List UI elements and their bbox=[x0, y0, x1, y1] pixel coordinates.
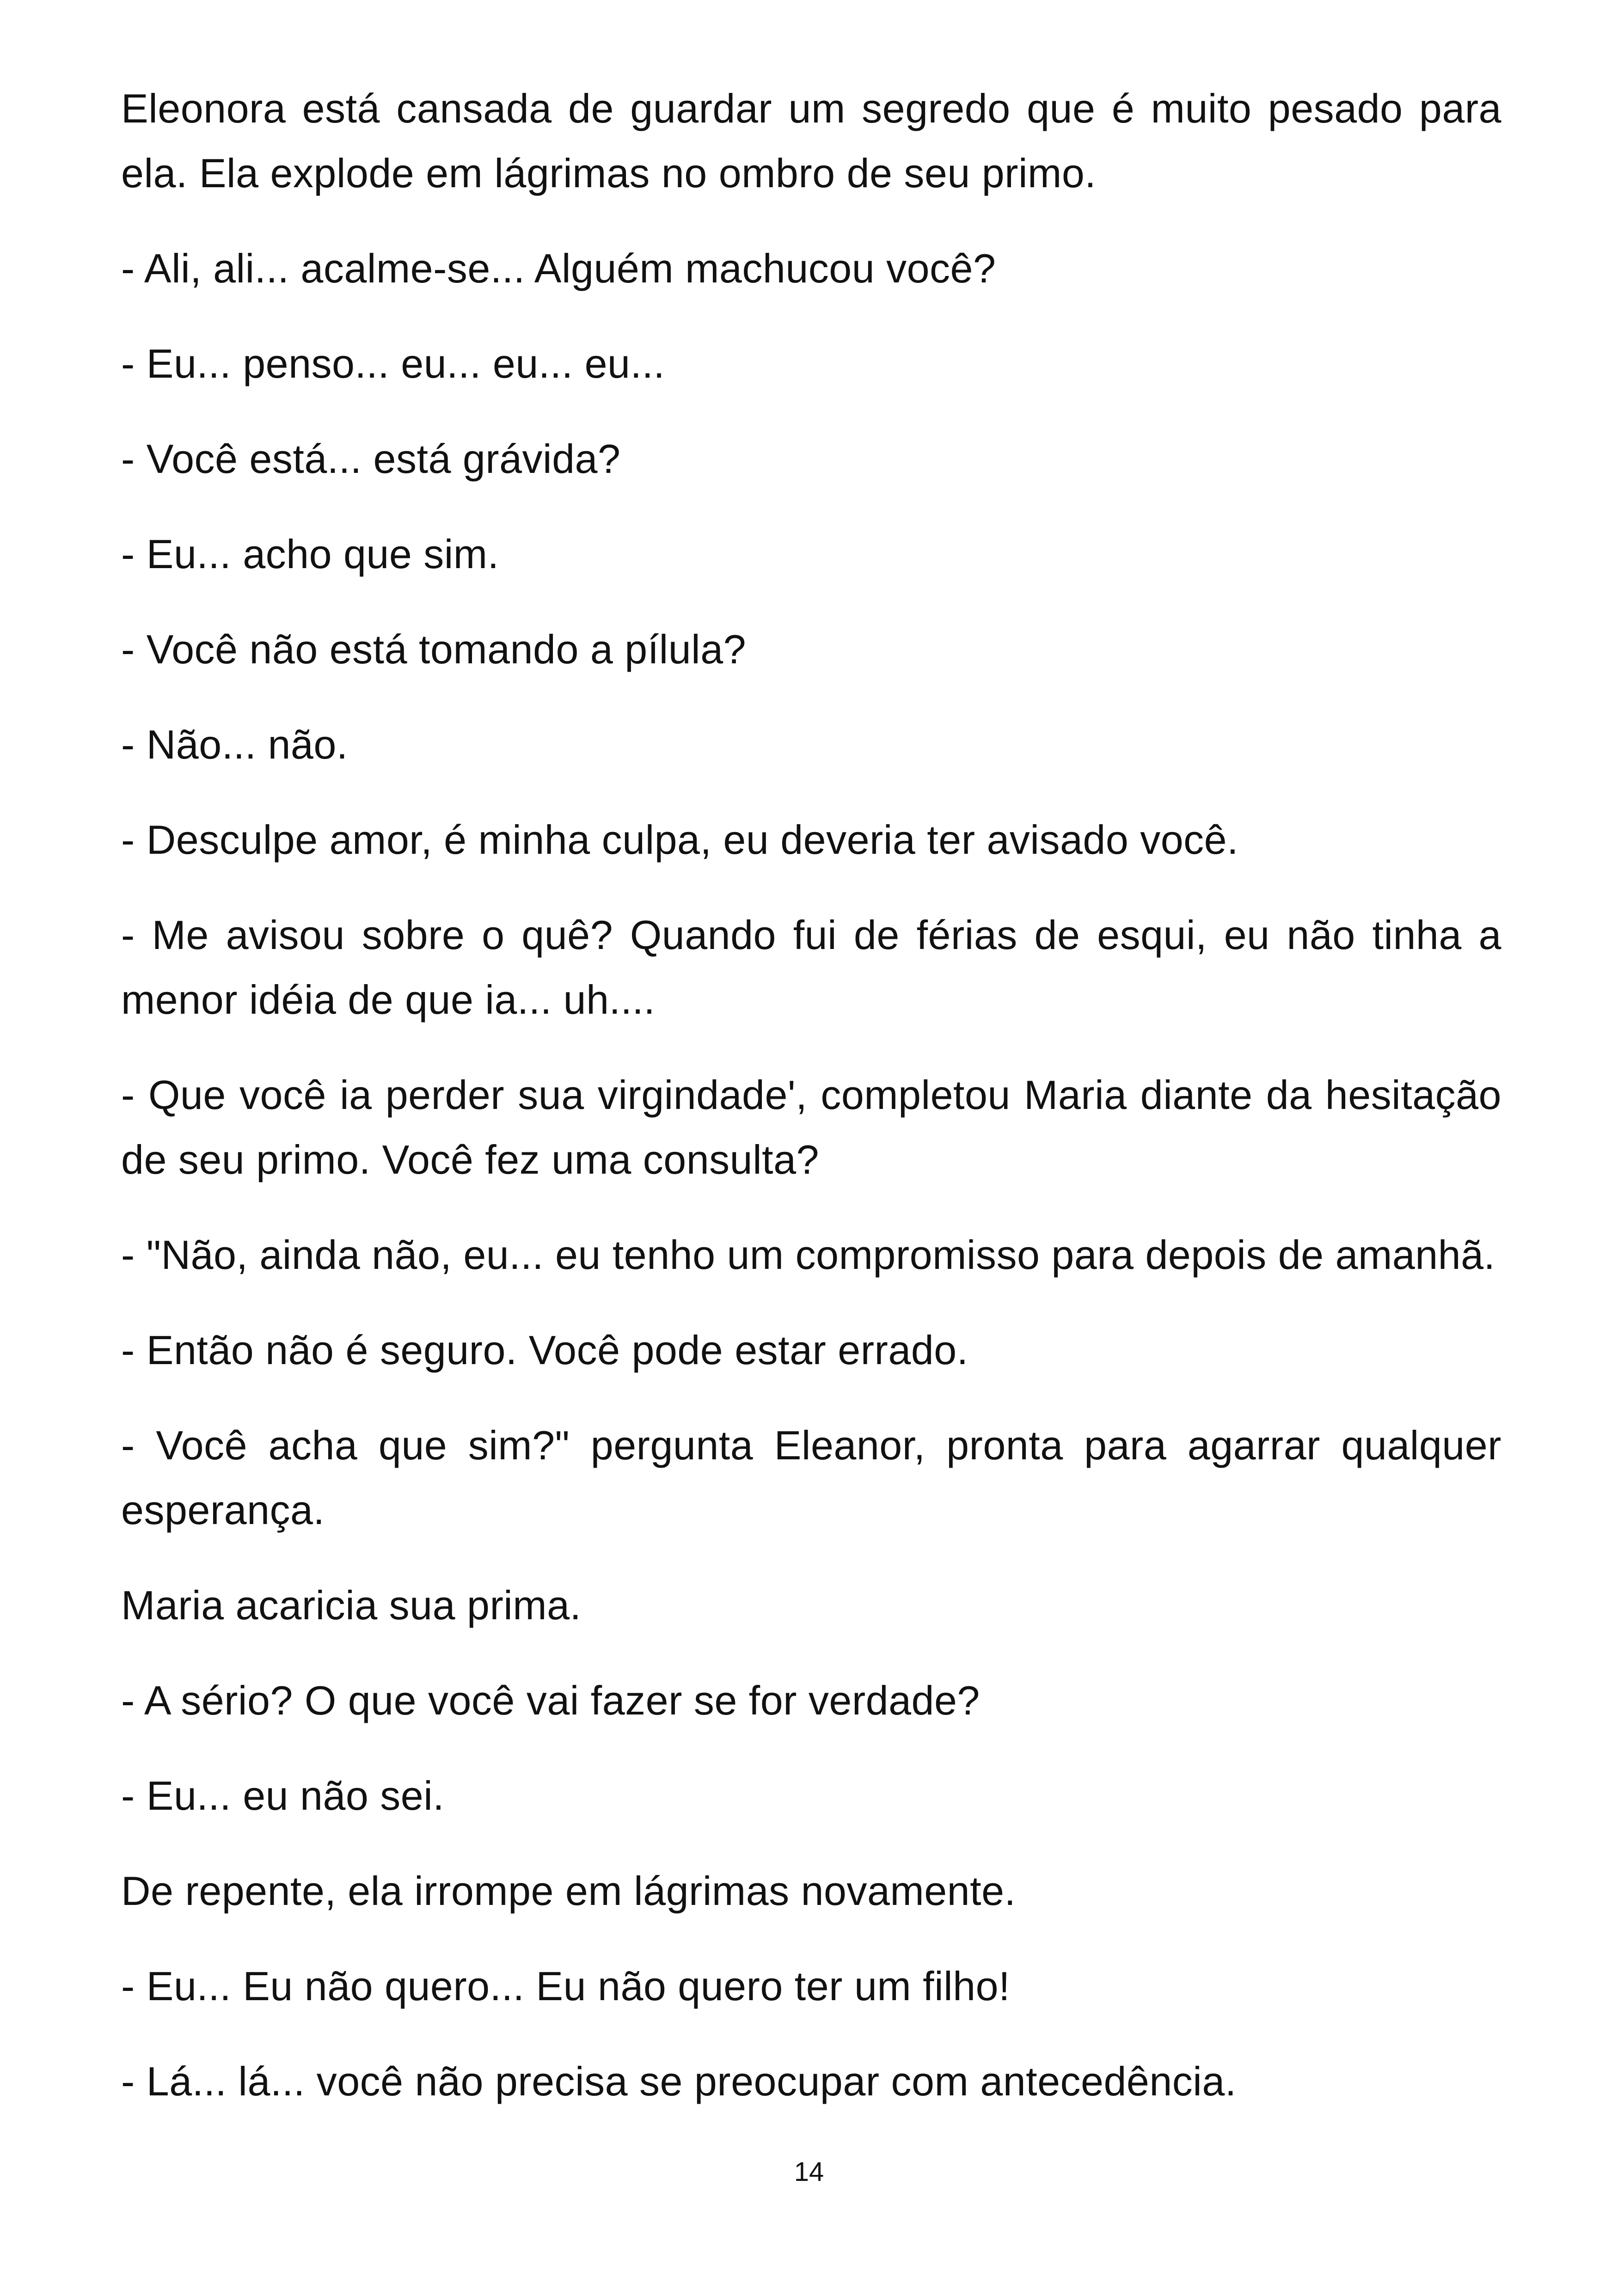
paragraph-1: Eleonora está cansada de guardar um segredo que é muito pesado para ela. Ela explode em lágrimas no ombro de seu primo. bbox=[121, 86, 1502, 196]
paragraph-17: De repente, ela irrompe em lágrimas novamente. bbox=[121, 1868, 1016, 1914]
paragraph-8: - Desculpe amor, é minha culpa, eu deveria ter avisado você. bbox=[121, 817, 1239, 863]
paragraph-4: - Você está... está grávida? bbox=[121, 436, 621, 482]
paragraph-3: - Eu... penso... eu... eu... eu... bbox=[121, 341, 665, 386]
paragraph-16: - Eu... eu não sei. bbox=[121, 1773, 445, 1818]
paragraph-9: - Me avisou sobre o quê? Quando fui de férias de esqui, eu não tinha a menor idéia de que ia... uh.... bbox=[121, 912, 1502, 1022]
paragraph-12: - Então não é seguro. Você pode estar errado. bbox=[121, 1327, 968, 1373]
paragraph-18: - Eu... Eu não quero... Eu não quero ter um filho! bbox=[121, 1963, 1011, 2009]
page-number: 14 bbox=[794, 2157, 824, 2187]
body-text bbox=[121, 76, 1502, 2144]
paragraph-2: - Ali, ali... acalme-se... Alguém machucou você? bbox=[121, 245, 996, 291]
paragraph-5: - Eu... acho que sim. bbox=[121, 531, 499, 577]
paragraph-15: - A sério? O que você vai fazer se for verdade? bbox=[121, 1678, 980, 1723]
paragraph-13: - Você acha que sim?" pergunta Eleanor, pronta para agarrar qualquer esperança. bbox=[121, 1422, 1502, 1533]
paragraph-6: - Você não está tomando a pílula? bbox=[121, 626, 747, 672]
paragraph-14: Maria acaricia sua prima. bbox=[121, 1582, 582, 1628]
paragraph-7: - Não... não. bbox=[121, 722, 348, 767]
paragraph-11: - "Não, ainda não, eu... eu tenho um compromisso para depois de amanhã. bbox=[121, 1232, 1495, 1278]
paragraph-19: - Lá... lá... você não precisa se preocupar com antecedência. bbox=[121, 2058, 1237, 2104]
paragraph-10: - Que você ia perder sua virgindade', completou Maria diante da hesitação de seu primo. Você fez uma consulta? bbox=[121, 1072, 1502, 1182]
